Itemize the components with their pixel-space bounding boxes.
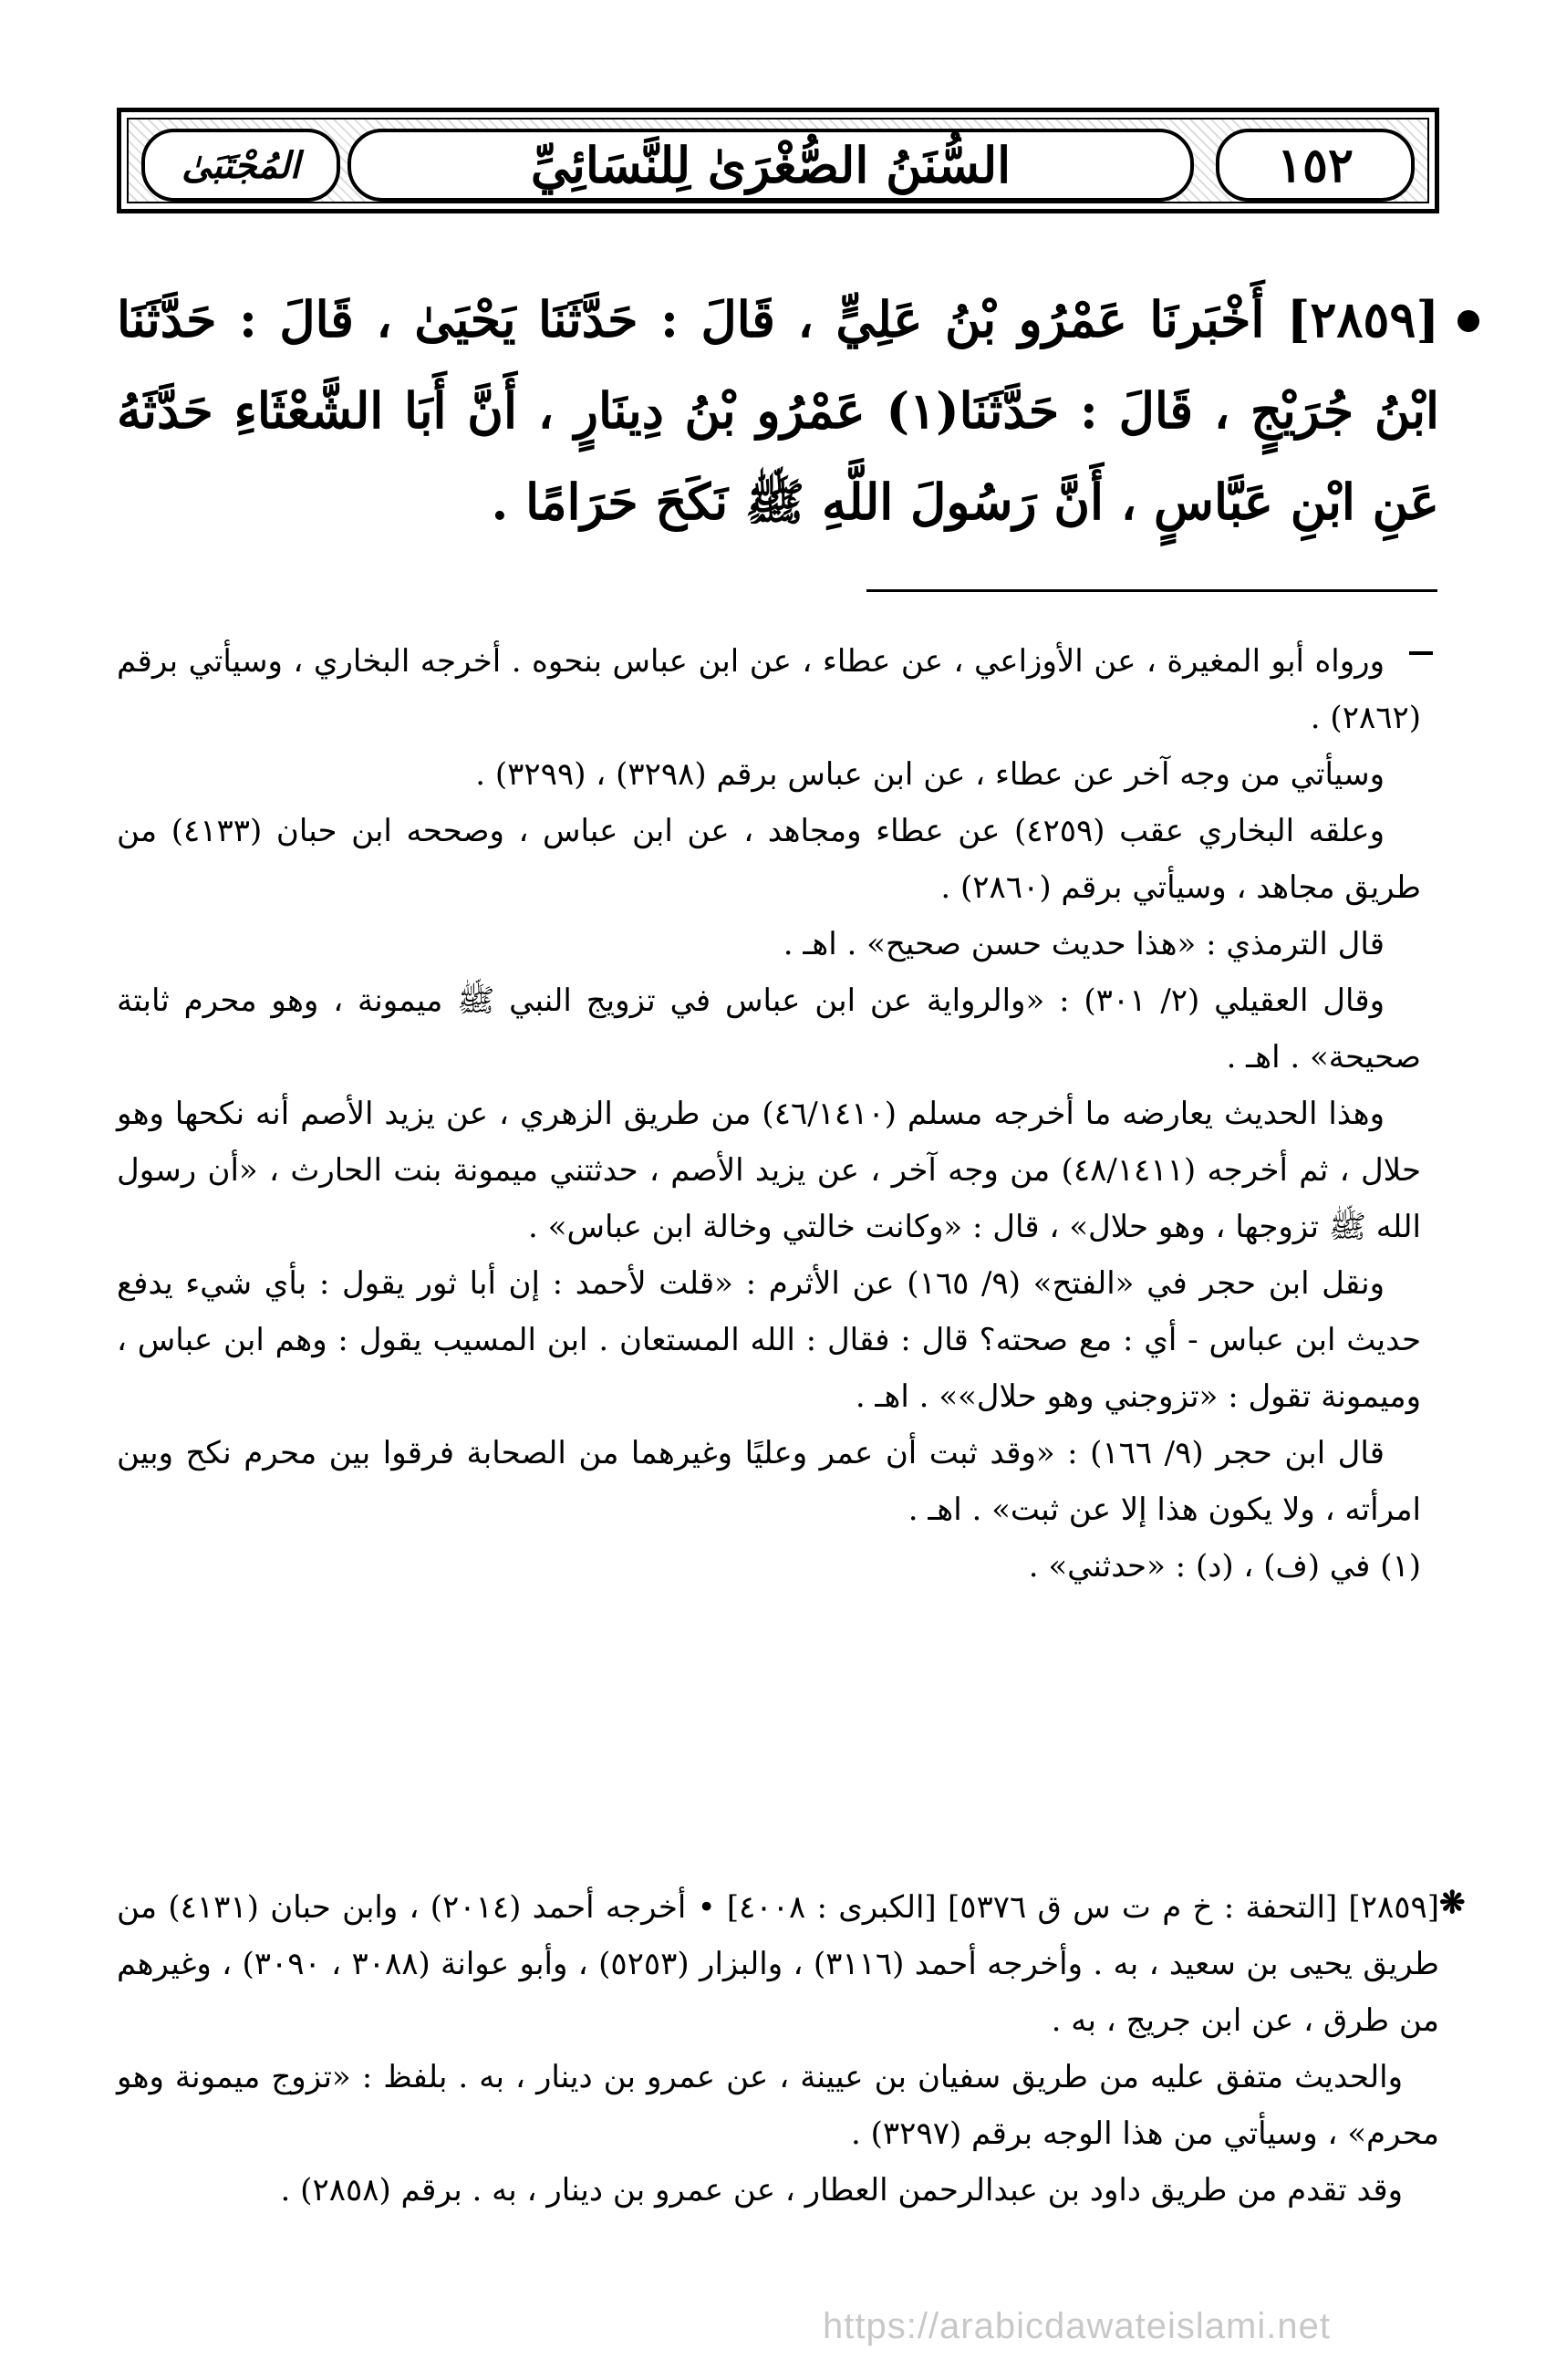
variant-footnote: (١) في (ف) ، (د) : «حدثني» . xyxy=(1028,1548,1421,1585)
note-paragraph: ورواه أبو المغيرة ، عن الأوزاعي ، عن عطاء ، عن ابن عباس بنحوه . أخرجه البخاري ، وسيأتي برقم (٢٨٦٢) . xyxy=(117,643,1421,736)
footnote-separator xyxy=(866,589,1437,592)
watermark-url: https://arabicdawateislami.net xyxy=(823,2306,1331,2346)
note-paragraph: قال ابن حجر (٩/ ١٦٦) : «وقد ثبت أن عمر وعليًا وغيرهما من الصحابة فرقوا بين محرم نكح وبين امرأته ، ولا يكون هذا إلا عن ثبت» . اهـ . xyxy=(117,1435,1421,1528)
page-number xyxy=(1216,129,1415,202)
book-logo-text: المُجْتَبَىٰ xyxy=(182,143,300,187)
note-paragraph: وهذا الحديث يعارضه ما أخرجه مسلم (٤٦/١٤١٠) من طريق الزهري ، عن يزيد الأصم أنه نكحها وهو حلال ، ثم أخرجه (٤٨/١٤١١) من وجه آخر ، عن يزيد الأصم ، حدثتني ميمونة بنت الحارث ، «أن رسول الله ﷺ تزوجها ، وهو حلال» ، قال : «وكانت خالتي وخالة ابن عباس» . xyxy=(117,1096,1421,1245)
takhrij-section xyxy=(117,1879,1439,2219)
page-header xyxy=(117,108,1439,213)
note-paragraph: وعلقه البخاري عقب (٤٢٥٩) عن عطاء ومجاهد ، عن ابن عباس ، وصححه ابن حبان (٤١٣٣) من طريق مجاهد ، وسيأتي برقم (٢٨٦٠) . xyxy=(117,813,1421,906)
note-paragraph: وقال العقيلي (٢/ ٣٠١) : «والرواية عن ابن عباس في تزويج النبي ﷺ ميمونة ، وهو محرم ثابتة صحيحة» . اهـ . xyxy=(117,982,1421,1076)
takhrij-paragraph: [٢٨٥٩] [التحفة : خ م ت س ق ٥٣٧٦] [الكبرى : ٤٠٠٨] • أخرجه أحمد (٢٠١٤) ، وابن حبان (٤١٣١) من طريق يحيى بن سعيد ، به . وأخرجه أحمد (٣١١٦) ، والبزار (٥٢٥٣) ، وأبو عوانة (٣٠٨٨ ، ٣٠٩٠) ، وغيرهم من طرق ، عن ابن جريج ، به . xyxy=(117,1889,1439,2039)
page-number-text: ١٥٢ xyxy=(1277,137,1354,193)
hadith-text: [٢٨٥٩] أَخْبَرنَا عَمْرُو بْنُ عَلِيٍّ ، قَالَ : حَدَّثَنَا يَحْيَىٰ ، قَالَ : حَدَّثَنَا ابْنُ جُرَيْجٍ ، قَالَ : حَدَّثَنَا(١) عَمْرُو بْنُ دِينَارٍ ، أَنَّ أَبَا الشَّعْثَاءِ حَدَّثَهُ عَنِ ابْنِ عَبَّاسٍ ، أَنَّ رَسُولَ اللَّهِ ﷺ نَكَحَ حَرَامًا . xyxy=(117,290,1439,531)
footnotes xyxy=(117,633,1421,1595)
book-title-text: السُّنَنُ الصُّغْرَىٰ لِلنَّسَائِيِّ xyxy=(530,136,1011,194)
note-paragraph: وسيأتي من وجه آخر عن عطاء ، عن ابن عباس برقم (٣٢٩٨) ، (٣٢٩٩) . xyxy=(475,756,1385,793)
takhrij-paragraph: والحديث متفق عليه من طريق سفيان بن عيينة ، عن عمرو بن دينار ، به . بلفظ : «تزوج ميمونة وهو محرم» ، وسيأتي من هذا الوجه برقم (٣٢٩٧) . xyxy=(117,2059,1439,2152)
note-paragraph: ونقل ابن حجر في «الفتح» (٩/ ١٦٥) عن الأثرم : «قلت لأحمد : إن أبا ثور يقول : بأي شيء يدفع حديث ابن عباس - أي : مع صحته؟ قال : فقال : الله المستعان . ابن المسيب يقول : وهم ابن عباس ، وميمونة تقول : «تزوجني وهو حلال»» . اهـ . xyxy=(117,1265,1421,1415)
hadith-bullet-icon xyxy=(1457,310,1479,332)
book-logo xyxy=(141,129,340,202)
note-paragraph: قال الترمذي : «هذا حديث حسن صحيح» . اهـ . xyxy=(783,926,1385,962)
book-title xyxy=(348,129,1194,202)
star-icon: ❋ xyxy=(1439,1885,1466,1921)
takhrij-paragraph: وقد تقدم من طريق داود بن عبدالرحمن العطار ، عن عمرو بن دينار ، به . برقم (٢٨٥٨) . xyxy=(280,2172,1403,2209)
header-ornament xyxy=(127,118,1429,203)
